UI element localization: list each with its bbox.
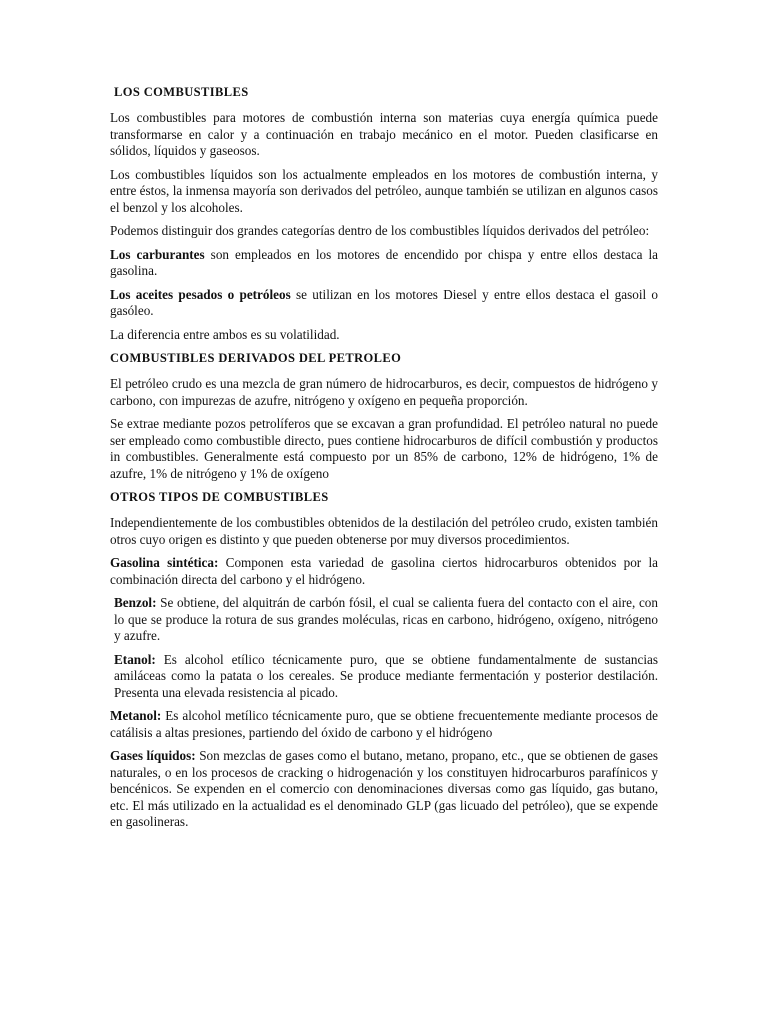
text-benzol: Se obtiene, del alquitrán de carbón fósil, el cual se calienta fuera del contacto con el aire, con lo que se produce la rotura de sus grandes moléculas, ricas en carbono, hidrógeno, oxígeno, nitrógeno y azufre. — [114, 595, 658, 643]
text-carburantes: son empleados en los motores de encendido por chispa y entre ellos destaca la gasolina. — [110, 246, 658, 278]
term-aceites-pesados: Los aceites pesados o petróleos — [110, 286, 291, 302]
paragraph-gasolina-sintetica — [110, 555, 658, 588]
paragraph-aceites-pesados — [110, 287, 658, 320]
text-gasolina-sintetica: Componen esta variedad de gasolina ciertos hidrocarburos obtenidos por la combinación directa del carbono y el hidrógeno. — [110, 555, 658, 587]
paragraph-intro: Los combustibles para motores de combustión interna son materias cuya energía química puede transformarse en calor y a continuación en trabajo mecánico en el motor. Pueden clasificarse en sólidos, líquidos y gaseosos. — [110, 110, 658, 158]
paragraph-liquidos: Los combustibles líquidos son los actualmente empleados en los motores de combustión interna, y entre éstos, la inmensa mayoría son derivados del petróleo, aunque también se utilizan en algunos casos el benzol y los alcoholes. — [110, 166, 658, 215]
section-heading-derivados-petroleo: COMBUSTIBLES DERIVADOS DEL PETROLEO — [110, 351, 402, 365]
document-page — [110, 84, 658, 838]
paragraph-volatilidad: La diferencia entre ambos es su volatilidad. — [110, 326, 340, 342]
section-heading-los-combustibles: LOS COMBUSTIBLES — [114, 85, 249, 99]
term-benzol: Benzol: — [114, 595, 157, 610]
term-gases-liquidos: Gases líquidos: — [110, 748, 196, 763]
section-heading-otros-tipos: OTROS TIPOS DE COMBUSTIBLES — [110, 490, 329, 504]
term-gasolina-sintetica: Gasolina sintética: — [110, 555, 219, 570]
paragraph-extraccion: Se extrae mediante pozos petrolíferos que se excavan a gran profundidad. El petróleo natural no puede ser empleado como combustible directo, pues contiene hidrocarburos de difícil combustión y productos in combustibles. Generalmente está compuesto por un 85% de carbono, 12% de hidrógeno, 1% de azufre, 1% de nitrógeno y 1% de oxígeno — [110, 416, 658, 481]
paragraph-benzol — [110, 595, 658, 645]
text-metanol: Es alcohol metílico técnicamente puro, que se obtiene frecuentemente mediante procesos de catálisis a altas presiones, partiendo del óxido de carbono y el hidrógeno — [110, 708, 658, 740]
paragraph-petroleo-crudo: El petróleo crudo es una mezcla de gran número de hidrocarburos, es decir, compuestos de hidrógeno y carbono, con impurezas de azufre, nitrógeno y oxígeno en pequeña proporción. — [110, 376, 658, 408]
paragraph-otros-origen: Independientemente de los combustibles obtenidos de la destilación del petróleo crudo, existen también otros cuyo origen es distinto y que pueden obtenerse por muy diversos procedimientos. — [110, 515, 658, 547]
term-etanol: Etanol: — [114, 651, 156, 667]
term-metanol: Metanol: — [110, 708, 162, 723]
paragraph-etanol — [110, 652, 658, 702]
paragraph-gases-liquidos — [110, 748, 658, 831]
paragraph-carburantes — [110, 247, 658, 280]
term-carburantes: Los carburantes — [110, 246, 205, 262]
paragraph-categorias: Podemos distinguir dos grandes categorías dentro de los combustibles líquidos derivados del petróleo: — [110, 223, 650, 238]
text-aceites-pesados: se utilizan en los motores Diesel y entre ellos destaca el gasoil o gasóleo. — [110, 286, 659, 318]
paragraph-metanol — [110, 708, 658, 741]
text-etanol: Es alcohol etílico técnicamente puro, que se obtiene fundamentalmente de sustancias amiláceas como la patata o los cereales. Se produce mediante fermentación y posterior destilación. Presenta una elevada resistencia al picado. — [114, 651, 658, 700]
text-gases-liquidos: Son mezclas de gases como el butano, metano, propano, etc., que se obtienen de gases naturales, o en los procesos de cracking o hidrogenación y los constituyen hidrocarburos parafínicos y bencénicos. Se expenden en el comercio con denominaciones diversas como gas líquido, gas butano, etc. El más utilizado en la actualidad es el denominado GLP (gas licuado del petróleo), que se expende en gasolineras. — [110, 748, 658, 829]
